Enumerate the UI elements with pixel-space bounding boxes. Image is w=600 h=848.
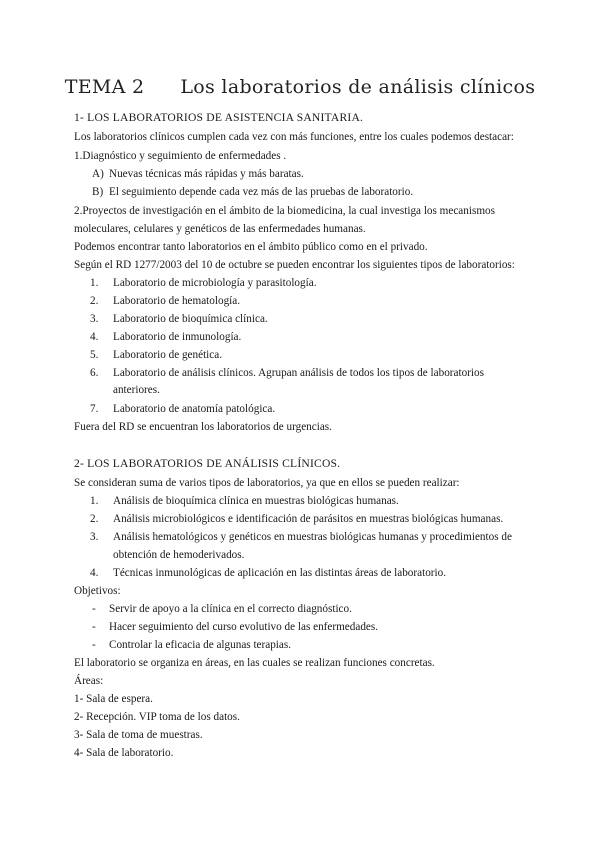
type-marker-3: 3.	[90, 313, 99, 325]
type-item-7: Laboratorio de anatomía patológica.	[113, 403, 276, 415]
title-text: Los laboratorios de análisis clínicos	[180, 76, 536, 98]
type-item-6-cont: anteriores.	[113, 384, 160, 396]
analysis-item-1: Análisis de bioquímica clínica en muestras biológicas humanas.	[113, 495, 399, 507]
objetivo-dash-1: -	[92, 603, 96, 615]
section1-public-private: Podemos encontrar tanto laboratorios en el ámbito público como en el privado.	[74, 241, 428, 253]
type-marker-7: 7.	[90, 403, 99, 415]
analysis-marker-2: 2.	[90, 513, 99, 525]
analysis-item-3-cont: obtención de hemoderivados.	[113, 549, 245, 561]
section1-rd: Según el RD 1277/2003 del 10 de octubre se pueden encontrar los siguientes tipos de laboratorios:	[74, 259, 515, 271]
areas-label: Áreas:	[74, 675, 104, 687]
type-item-4: Laboratorio de inmunología.	[113, 331, 242, 343]
page-title	[0, 76, 600, 98]
analysis-item-2: Análisis microbiológicos e identificación de parásitos en muestras biológicas humanas.	[113, 513, 504, 525]
section1-point1: 1.Diagnóstico y seguimiento de enfermedades .	[74, 150, 287, 162]
objetivo-dash-2: -	[92, 621, 96, 633]
area-item-2: 2- Recepción. VIP toma de los datos.	[74, 711, 240, 723]
sub-marker-b: B)	[92, 186, 104, 198]
objetivos-label: Objetivos:	[74, 585, 121, 597]
section1-point2-line2: moleculares, celulares y genéticos de las enfermedades humanas.	[74, 223, 366, 235]
type-item-1: Laboratorio de microbiología y parasitología.	[113, 277, 317, 289]
analysis-marker-1: 1.	[90, 495, 99, 507]
analysis-item-4: Técnicas inmunológicas de aplicación en las distintas áreas de laboratorio.	[113, 567, 447, 579]
type-item-3: Laboratorio de bioquímica clínica.	[113, 313, 268, 325]
section1-heading: 1- LOS LABORATORIOS DE ASISTENCIA SANITARIA.	[74, 111, 364, 124]
analysis-marker-4: 4.	[90, 567, 99, 579]
area-item-3: 3- Sala de toma de muestras.	[74, 729, 203, 741]
type-marker-6: 6.	[90, 367, 99, 379]
type-item-2: Laboratorio de hematología.	[113, 295, 241, 307]
section1-point2-line1: 2.Proyectos de investigación en el ámbito de la biomedicina, la cual investiga los mecanismos	[74, 205, 495, 217]
section1-intro: Los laboratorios clínicos cumplen cada vez con más funciones, entre los cuales podemos destacar:	[74, 131, 514, 143]
analysis-item-3: Análisis hematológicos y genéticos en muestras biológicas humanas y procedimientos de	[113, 531, 512, 543]
sub-marker-a: A)	[92, 168, 104, 180]
type-marker-1: 1.	[90, 277, 99, 289]
type-item-6: Laboratorio de análisis clínicos. Agrupan análisis de todos los tipos de laboratorios	[113, 367, 484, 379]
sub-item-a: Nuevas técnicas más rápidas y más baratas.	[109, 168, 304, 180]
type-marker-2: 2.	[90, 295, 99, 307]
section2-heading: 2- LOS LABORATORIOS DE ANÁLISIS CLÍNICOS.	[74, 457, 341, 470]
area-item-1: 1- Sala de espera.	[74, 693, 153, 705]
section2-intro: Se consideran suma de varios tipos de laboratorios, ya que en ellos se pueden realizar:	[74, 477, 460, 489]
section1-outside: Fuera del RD se encuentran los laboratorios de urgencias.	[74, 421, 332, 433]
type-marker-4: 4.	[90, 331, 99, 343]
analysis-marker-3: 3.	[90, 531, 99, 543]
type-item-5: Laboratorio de genética.	[113, 349, 223, 361]
type-marker-5: 5.	[90, 349, 99, 361]
title-tema: TEMA 2	[64, 76, 145, 98]
area-item-4: 4- Sala de laboratorio.	[74, 747, 174, 759]
objetivo-dash-3: -	[92, 639, 96, 651]
objetivo-item-3: Controlar la eficacia de algunas terapias.	[109, 639, 292, 651]
objetivo-item-2: Hacer seguimiento del curso evolutivo de las enfermedades.	[109, 621, 379, 633]
section2-organiza: El laboratorio se organiza en áreas, en las cuales se realizan funciones concretas.	[74, 657, 435, 669]
sub-item-b: El seguimiento depende cada vez más de las pruebas de laboratorio.	[109, 186, 414, 198]
objetivo-item-1: Servir de apoyo a la clínica en el correcto diagnóstico.	[109, 603, 352, 615]
